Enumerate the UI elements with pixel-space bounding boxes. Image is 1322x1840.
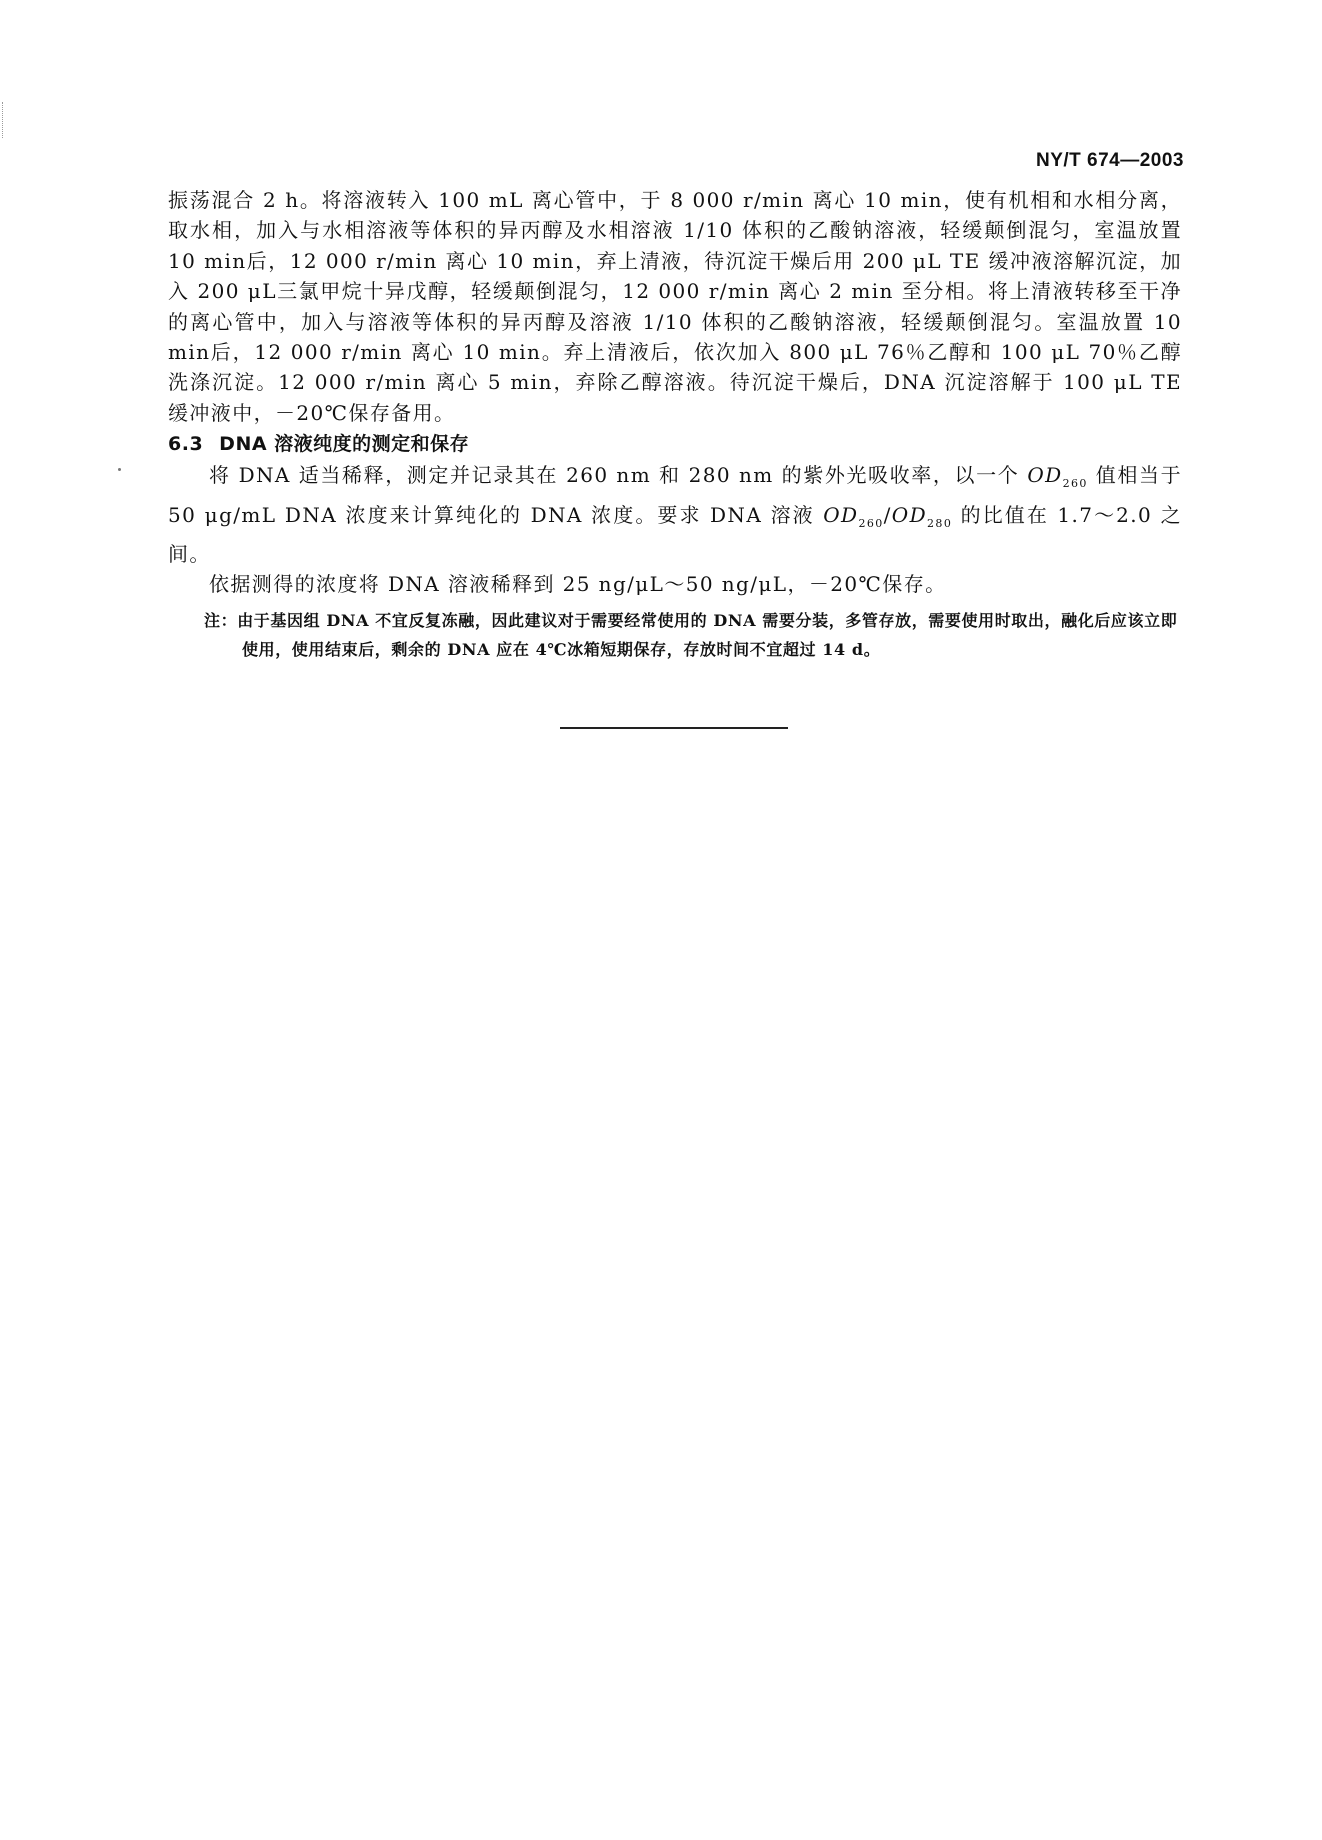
od-symbol: OD (891, 502, 928, 527)
document-body (168, 185, 1182, 664)
standard-code: NY/T 674—2003 (1035, 150, 1184, 171)
paragraph-procedure: 振荡混合 2 h。将溶液转入 100 mL 离心管中，于 8 000 r/min 离心 10 min，使有机相和水相分离，取水相，加入与水相溶液等体积的异丙醇及水相溶液 1/10 体积的乙酸钠溶液，轻缓颠倒混匀，室温放置 10 min后，12 000 r/min 离心 10 min，弃上清液，待沉淀干燥后用 200 μL TE 缓冲液溶解沉淀，加入 200 μL三氯甲烷十异戊醇，轻缓颠倒混匀，12 000 r/min 离心 2 min 至分相。将上清液转移至干净的离心管中，加入与溶液等体积的异丙醇及溶液 1/10 体积的乙酸钠溶液，轻缓颠倒混匀。室温放置 10 min后，12 000 r/min 离心 10 min。弃上清液后，依次加入 800 μL 76％乙醇和 100 μL 70％乙醇洗涤沉淀。12 000 r/min 离心 5 min，弃除乙醇溶液。待沉淀干燥后，DNA 沉淀溶解于 100 μL TE 缓冲液中，－20℃保存备用。 (168, 188, 1182, 425)
od-subscript-280: 280 (927, 516, 953, 530)
section-heading (168, 428, 1182, 460)
od-symbol: OD (823, 502, 859, 527)
note: 注：由于基因组 DNA 不宜反复冻融，因此建议对于需要经常使用的 DNA 需要分装，多管存放，需要使用时取出，融化后应该立即使用，使用结束后，剩余的 DNA 应在 4℃冰箱短期保存，存放时间不宜超过 14 d。 (204, 610, 1178, 659)
section-title: DNA 溶液纯度的测定和保存 (219, 433, 470, 456)
od-subscript-260: 260 (1062, 477, 1088, 491)
section-number: 6.3 (168, 433, 204, 456)
paragraph-storage: 依据测得的浓度将 DNA 溶液稀释到 25 ng/μL～50 ng/μL，－20℃保存。 (209, 572, 947, 597)
end-rule (560, 727, 788, 729)
paragraph-purity: 将 DNA 适当稀释，测定并记录其在 260 nm 和 280 nm 的紫外光吸收率，以一个 $OD_{260}$ 值相当于 50 μg/mL DNA 浓度来计算纯化的 DNA 浓度。要求 DNA 溶液 $OD_{260}/OD_{280}$ 的比值在 1.7～2.0 之间。 (168, 463, 1182, 567)
scan-speck (118, 468, 121, 471)
od-subscript-260: 260 (858, 516, 884, 530)
od-symbol: OD (1027, 463, 1063, 488)
scan-edge-marks (2, 102, 6, 138)
